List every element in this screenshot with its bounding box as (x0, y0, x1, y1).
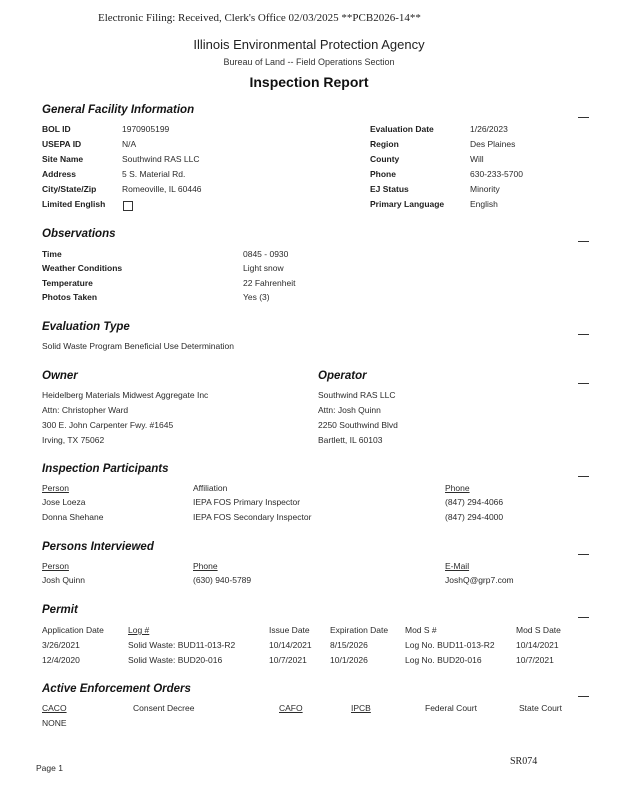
participant-phone: (847) 294-4000 (445, 512, 504, 522)
section-dash (578, 117, 589, 118)
usepa-id-value: N/A (122, 139, 137, 149)
permit-col-issue-date: Issue Date (269, 625, 310, 635)
participants-col-person: Person (42, 483, 69, 493)
usepa-id-label: USEPA ID (42, 139, 82, 149)
photos-label: Photos Taken (42, 292, 98, 302)
primary-language-value: English (470, 199, 498, 209)
interviewed-col-phone: Phone (193, 561, 218, 571)
time-label: Time (42, 249, 62, 259)
participant-person: Donna Shehane (42, 512, 104, 522)
section-dash (578, 241, 589, 242)
bol-id-label: BOL ID (42, 124, 71, 134)
evaluation-heading: Evaluation Type (42, 321, 130, 333)
section-dash (578, 476, 589, 477)
section-dash (578, 696, 589, 697)
evaluation-type-value: Solid Waste Program Beneficial Use Determination (42, 341, 234, 351)
bol-id-value: 1970905199 (122, 124, 170, 134)
owner-line: Irving, TX 75062 (42, 435, 105, 445)
site-name-value: Southwind RAS LLC (122, 154, 200, 164)
interviewed-col-email: E-Mail (445, 561, 470, 571)
permit-col-application-date: Application Date (42, 625, 104, 635)
temperature-value: 22 Fahrenheit (243, 278, 296, 288)
owner-line: 300 E. John Carpenter Fwy. #1645 (42, 420, 174, 430)
time-value: 0845 - 0930 (243, 249, 289, 259)
photos-value: Yes (3) (243, 292, 270, 302)
operator-line: Southwind RAS LLC (318, 390, 396, 400)
county-value: Will (470, 154, 484, 164)
permit-cell: 10/14/2021 (269, 640, 312, 650)
address-value: 5 S. Material Rd. (122, 169, 186, 179)
permit-cell: Solid Waste: BUD11-013-R2 (128, 640, 236, 650)
permit-col-mod-s: Mod S # (405, 625, 437, 635)
operator-line: 2250 Southwind Blvd (318, 420, 398, 430)
county-label: County (370, 154, 400, 164)
city-state-zip-value: Romeoville, IL 60446 (122, 184, 202, 194)
permit-cell: 12/4/2020 (42, 655, 80, 665)
enforcement-col-federal-court: Federal Court (425, 703, 477, 713)
permit-cell: 10/7/2021 (269, 655, 307, 665)
owner-heading: Owner (42, 370, 78, 382)
interviewed-heading: Persons Interviewed (42, 541, 154, 553)
bates-code: SR074 (510, 756, 538, 767)
owner-line: Attn: Christopher Ward (42, 405, 129, 415)
permit-cell: 8/15/2026 (330, 640, 368, 650)
permit-cell: Log No. BUD11-013-R2 (405, 640, 495, 650)
operator-line: Bartlett, IL 60103 (318, 435, 383, 445)
evaluation-date-value: 1/26/2023 (470, 124, 508, 134)
section-dash (578, 383, 589, 384)
evaluation-date-label: Evaluation Date (370, 124, 434, 134)
participant-affiliation: IEPA FOS Primary Inspector (193, 497, 301, 507)
permit-cell: 10/7/2021 (516, 655, 554, 665)
participants-col-affiliation: Affiliation (193, 483, 228, 493)
ej-status-label: EJ Status (370, 184, 409, 194)
bureau-name: Bureau of Land -- Field Operations Section (223, 57, 395, 67)
enforcement-col-caco: CACO (42, 703, 67, 713)
operator-heading: Operator (318, 370, 367, 382)
interviewed-email[interactable]: JoshQ@grp7.com (445, 575, 514, 585)
enforcement-heading: Active Enforcement Orders (42, 683, 191, 695)
participant-person: Jose Loeza (42, 497, 86, 507)
participants-col-phone: Phone (445, 483, 470, 493)
interviewed-phone: (630) 940-5789 (193, 575, 252, 585)
weather-label: Weather Conditions (42, 263, 123, 273)
enforcement-col-cafo: CAFO (279, 703, 303, 713)
filing-stamp: Electronic Filing: Received, Clerk's Office 02/03/2025 **PCB2026-14** (98, 12, 421, 24)
interviewed-col-person: Person (42, 561, 69, 571)
region-label: Region (370, 139, 399, 149)
page-number: Page 1 (36, 763, 63, 773)
temperature-label: Temperature (42, 278, 93, 288)
operator-line: Attn: Josh Quinn (318, 405, 381, 415)
section-dash (578, 617, 589, 618)
site-name-label: Site Name (42, 154, 84, 164)
permit-col-mod-s-date: Mod S Date (516, 625, 561, 635)
agency-name: Illinois Environmental Protection Agency (193, 37, 425, 52)
section-dash (578, 334, 589, 335)
region-value: Des Plaines (470, 139, 516, 149)
phone-value: 630-233-5700 (470, 169, 523, 179)
observations-heading: Observations (42, 228, 116, 240)
permit-cell: Solid Waste: BUD20-016 (128, 655, 223, 665)
ej-status-value: Minority (470, 184, 500, 194)
city-state-zip-label: City/State/Zip (42, 184, 97, 194)
permit-col-expiration-date: Expiration Date (330, 625, 389, 635)
enforcement-value: NONE (42, 718, 67, 728)
participant-affiliation: IEPA FOS Secondary Inspector (193, 512, 312, 522)
enforcement-col-ipcb: IPCB (351, 703, 371, 713)
phone-label: Phone (370, 169, 396, 179)
limited-english-label: Limited English (42, 199, 106, 209)
address-label: Address (42, 169, 77, 179)
permit-cell: Log No. BUD20-016 (405, 655, 482, 665)
participants-heading: Inspection Participants (42, 463, 169, 475)
general-heading: General Facility Information (42, 104, 195, 116)
enforcement-col-state-court: State Court (519, 703, 562, 713)
permit-cell: 3/26/2021 (42, 640, 80, 650)
owner-line: Heidelberg Materials Midwest Aggregate Inc (42, 390, 209, 400)
permit-col-log: Log # (128, 625, 150, 635)
enforcement-col-consent-decree: Consent Decree (133, 703, 195, 713)
permit-cell: 10/14/2021 (516, 640, 559, 650)
interviewed-person: Josh Quinn (42, 575, 85, 585)
limited-english-checkbox[interactable] (123, 198, 133, 216)
permit-heading: Permit (42, 604, 78, 616)
permit-cell: 10/1/2026 (330, 655, 368, 665)
weather-value: Light snow (243, 263, 284, 273)
report-title: Inspection Report (249, 74, 369, 90)
primary-language-label: Primary Language (370, 199, 445, 209)
section-dash (578, 554, 589, 555)
participant-phone: (847) 294-4066 (445, 497, 504, 507)
